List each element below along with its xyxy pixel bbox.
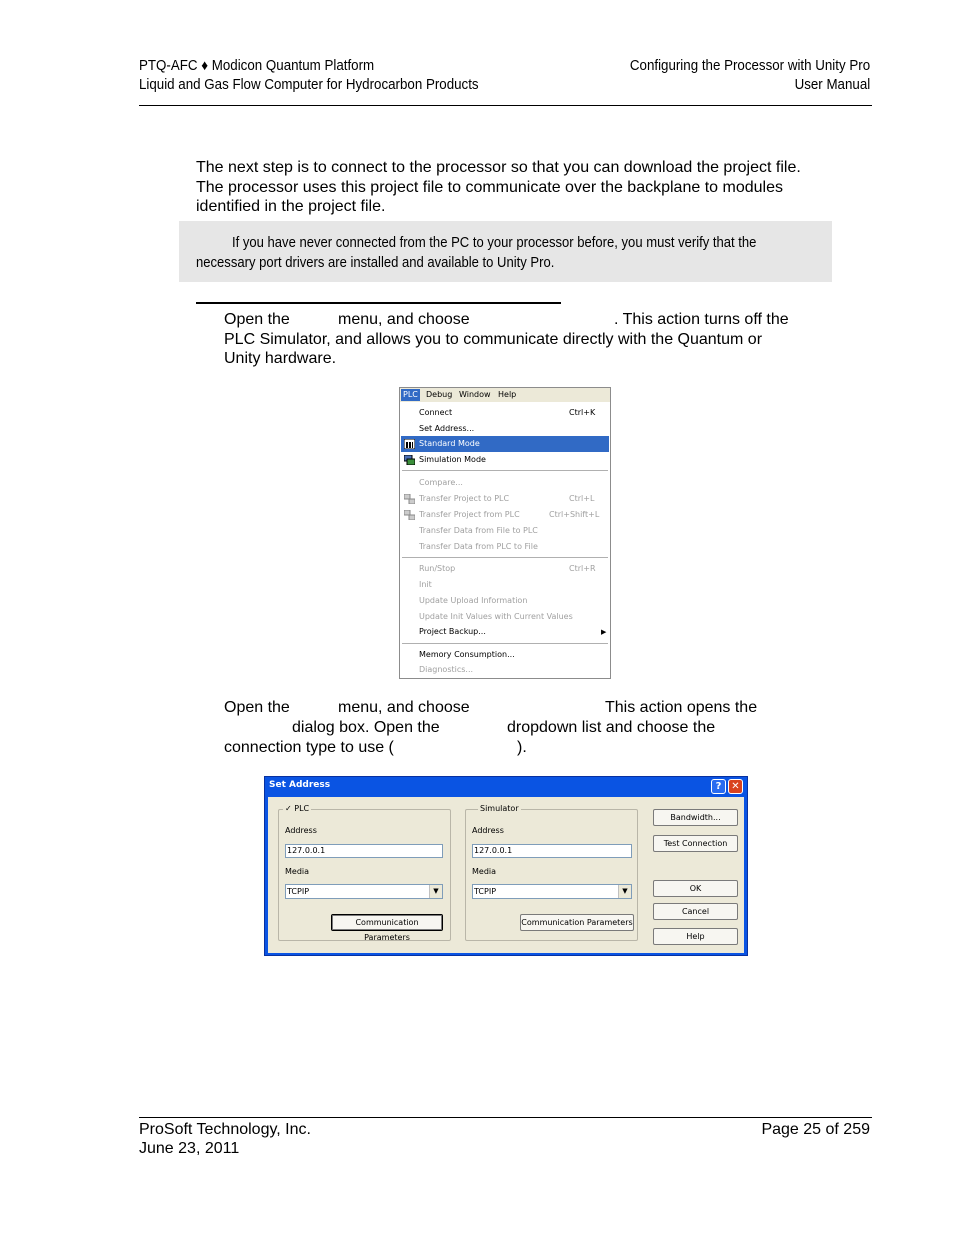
menu-separator <box>402 557 608 558</box>
menu-window[interactable]: Window <box>459 390 491 399</box>
step-1-text-c: . This action turns off the <box>614 311 789 328</box>
help-title-button[interactable]: ? <box>711 779 726 794</box>
menu-item-memory-consumption[interactable]: Memory Consumption... <box>419 650 515 659</box>
simulator-group <box>465 804 638 941</box>
step-2-text-b: menu, and choose <box>338 699 470 716</box>
menu-item-transfer-data-file-to-plc[interactable]: Transfer Data from File to PLC <box>419 526 538 535</box>
help-button[interactable]: Help <box>653 928 738 945</box>
plc-address-input[interactable]: 127.0.0.1 <box>285 844 443 858</box>
step-2-text-d: dialog box. Open the <box>292 719 440 736</box>
sim-address-label: Address <box>472 826 504 835</box>
close-button[interactable]: ✕ <box>728 779 743 794</box>
cancel-button[interactable]: Cancel <box>653 903 738 920</box>
dialog-title: Set Address <box>269 780 331 790</box>
bandwidth-button[interactable]: Bandwidth... <box>653 809 738 826</box>
submenu-arrow-icon: ▶ <box>601 628 607 636</box>
header-section: Configuring the Processor with Unity Pro <box>629 58 870 74</box>
simulator-group-label[interactable]: Simulator <box>480 804 519 813</box>
test-connection-button[interactable]: Test Connection <box>653 835 738 852</box>
intro-paragraph: The next step is to connect to the processor so that you can download the project file. The processor uses this project file to communicate over the backplane to modules identified in the project file. <box>196 159 801 215</box>
plc-address-label: Address <box>285 826 317 835</box>
sim-media-label: Media <box>472 867 497 876</box>
menu-item-project-backup[interactable]: Project Backup... ▶ <box>401 624 609 640</box>
sim-media-select[interactable] <box>472 884 632 899</box>
sim-media-value: TCPIP <box>474 887 497 896</box>
menu-debug[interactable]: Debug <box>426 390 453 399</box>
menu-bar <box>400 388 610 402</box>
menu-item-transfer-from-plc[interactable]: Transfer Project from PLC Ctrl+Shift+L <box>401 507 609 523</box>
dialog-body <box>268 797 744 953</box>
header-product: PTQ-AFC ♦ Modicon Quantum Platform <box>139 58 375 74</box>
menu-separator <box>402 470 608 471</box>
menu-item-init[interactable]: Init <box>419 580 432 589</box>
set-address-dialog <box>264 776 748 956</box>
sim-address-input[interactable]: 127.0.0.1 <box>472 844 632 858</box>
menu-item-connect[interactable]: Connect Ctrl+K <box>419 408 596 417</box>
sim-communication-parameters-button[interactable]: Communication Parameters <box>520 914 634 931</box>
header-subtitle: Liquid and Gas Flow Computer for Hydrocarbon Products <box>139 77 479 93</box>
plc-media-label: Media <box>285 867 310 876</box>
menu-plc[interactable]: PLC <box>403 390 418 399</box>
step-2-text-e: dropdown list and choose the <box>507 719 716 736</box>
plc-group <box>278 804 451 942</box>
plc-communication-parameters-button[interactable]: Communication Parameters <box>331 914 443 931</box>
plc-media-value: TCPIP <box>287 887 310 896</box>
step-1-line-2: PLC Simulator, and allows you to communicate directly with the Quantum or <box>224 331 763 348</box>
menu-item-run-stop[interactable]: Run/Stop Ctrl+R <box>419 564 596 573</box>
plc-group-label[interactable]: ✓ PLC <box>285 804 310 813</box>
plc-menu-screenshot <box>399 387 611 679</box>
step-heading-rule <box>196 302 561 304</box>
note-box <box>179 221 832 282</box>
step-2-text-f: connection type to use ( <box>224 739 394 756</box>
footer-date: June 23, 2011 <box>139 1140 240 1157</box>
standard-mode-icon <box>404 439 415 449</box>
menu-item-diagnostics[interactable]: Diagnostics... <box>419 665 474 674</box>
menu-item-compare[interactable]: Compare... <box>419 478 463 487</box>
menu-item-update-init-values[interactable]: Update Init Values with Current Values <box>419 612 573 621</box>
step-1-line-3: Unity hardware. <box>224 350 337 367</box>
transfer-icon <box>404 494 415 504</box>
ok-button[interactable]: OK <box>653 880 738 897</box>
footer-company: ProSoft Technology, Inc. <box>139 1121 311 1138</box>
menu-item-transfer-data-plc-to-file[interactable]: Transfer Data from PLC to File <box>419 542 538 551</box>
step-1-text-b: menu, and choose <box>338 311 470 328</box>
step-1-text-a: Open the <box>224 311 290 328</box>
plc-media-select[interactable] <box>285 884 443 899</box>
step-2-text-g: ). <box>517 739 527 756</box>
menu-separator <box>402 643 608 644</box>
footer-divider <box>139 1117 872 1118</box>
header-doc-type: User Manual <box>794 77 870 93</box>
simulation-mode-icon <box>404 455 415 465</box>
menu-item-update-upload-info[interactable]: Update Upload Information <box>419 596 528 605</box>
chevron-down-icon[interactable]: ▼ <box>429 885 442 898</box>
menu-item-simulation-mode[interactable]: Simulation Mode <box>401 452 609 468</box>
transfer-icon <box>404 510 415 520</box>
step-2-text-a: Open the <box>224 699 290 716</box>
menu-item-standard-mode[interactable]: Standard Mode <box>401 436 609 452</box>
note-text: If you have never connected from the PC to your processor before, you must verify that the necessary port drivers are installed and available to Unity Pro. <box>196 235 757 271</box>
step-2-text-c: This action opens the <box>605 699 758 716</box>
menu-item-transfer-to-plc[interactable]: Transfer Project to PLC Ctrl+L <box>401 491 609 507</box>
menu-item-set-address[interactable]: Set Address... <box>419 424 475 433</box>
footer-page-number: Page 25 of 259 <box>761 1121 870 1138</box>
header-divider <box>139 105 872 106</box>
menu-help[interactable]: Help <box>498 390 517 399</box>
chevron-down-icon[interactable]: ▼ <box>618 885 631 898</box>
